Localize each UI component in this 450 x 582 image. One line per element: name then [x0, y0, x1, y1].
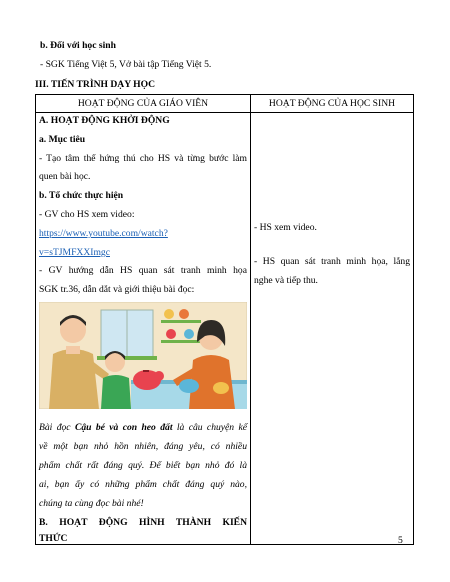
student-watch-line: - HS xem video. [254, 222, 317, 233]
goal-line-1: - Tạo tâm thế hứng thú cho HS và từng bước làm [39, 153, 247, 164]
guide-line-2: SGK tr.36, dẫn dắt và giới thiệu bài đọc: [39, 284, 195, 295]
teacher-cell [36, 113, 251, 545]
header-teacher: HOẠT ĐỘNG CỦA GIÁO VIÊN [36, 95, 251, 113]
intro-line-4: ai, bạn ấy có những phẩm chất đáng quý nào, [39, 479, 247, 490]
gv-video-line: - GV cho HS xem video: [39, 209, 135, 220]
activity-b-title-1: B. HOẠT ĐỘNG HÌNH THÀNH KIẾN [39, 517, 247, 528]
guide-line-1: - GV hướng dẫn HS quan sát tranh minh họa [39, 265, 247, 276]
student-observe-line-1: - HS quan sát tranh minh họa, lắng [254, 256, 410, 267]
student-observe-line-2: nghe và tiếp thu. [254, 275, 318, 286]
page-number: 5 [398, 535, 403, 546]
materials-line: - SGK Tiếng Việt 5, Vở bài tập Tiếng Việt 5. [40, 59, 212, 70]
intro-line-5: chúng ta cùng đọc bài nhé! [39, 498, 144, 509]
heading-students: b. Đối với học sinh [40, 40, 116, 51]
section-title: III. TIẾN TRÌNH DẠY HỌC [35, 79, 156, 90]
organization-title: b. Tổ chức thực hiện [39, 190, 124, 201]
table-header-row [36, 95, 414, 113]
illustration-image [39, 302, 247, 409]
video-link-part-2[interactable]: v=sTJMFXXImgc [39, 247, 110, 258]
activity-b-title-2: THỨC [39, 533, 68, 544]
header-student: HOẠT ĐỘNG CỦA HỌC SINH [251, 95, 414, 113]
student-cell [251, 113, 414, 545]
intro-line-2: về một bạn nhỏ hồn nhiên, đáng yêu, có nhiều [39, 441, 247, 452]
goal-line-2: quen bài học. [39, 171, 91, 182]
intro-line-1: Bài đọc Cậu bé và con heo đất là câu chuyện kể [39, 422, 247, 433]
table-body-row [36, 113, 414, 545]
intro-line-3: phẩm chất rất đáng quý. Để biết bạn nhỏ đó là [39, 460, 247, 471]
goal-title: a. Mục tiêu [39, 134, 86, 145]
activity-a-title: A. HOẠT ĐỘNG KHỞI ĐỘNG [39, 115, 170, 126]
lesson-plan-table [35, 94, 414, 545]
video-link-part-1[interactable]: https://www.youtube.com/watch? [39, 228, 168, 239]
